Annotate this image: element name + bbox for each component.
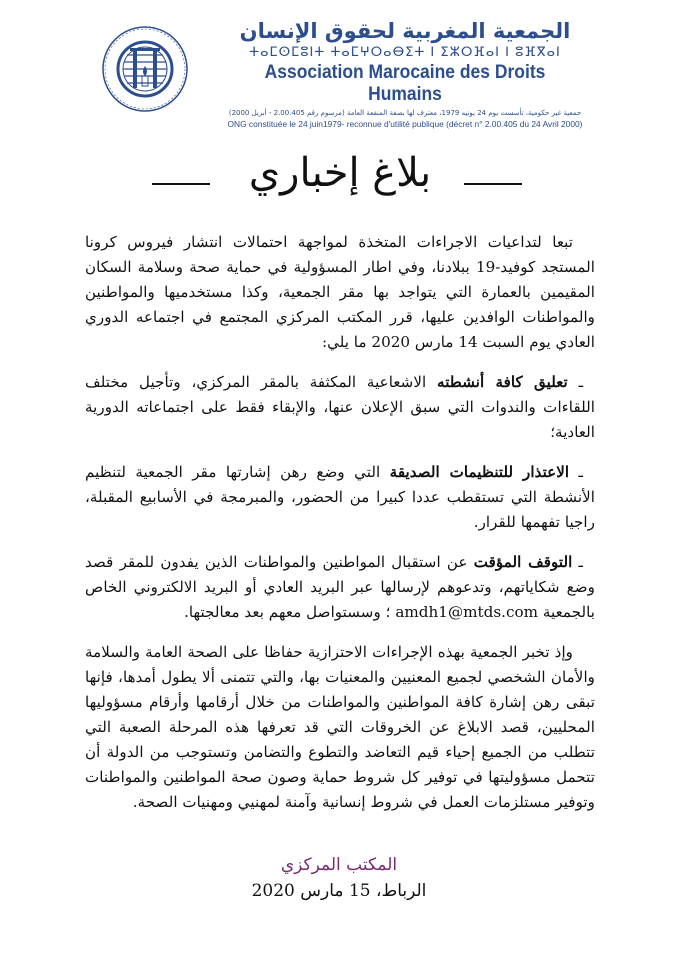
item-dash: ـ [578, 553, 583, 571]
letterhead-text [215, 18, 595, 130]
item-dash: ـ [578, 373, 584, 391]
item-text: عن استقبال المواطنين والمواطنات الذين يفدون للمقر قصد وضع شكاياتهم، وتدعوهم لإرسالها عبر البريد العادي أو البريد الالكتروني الخاص بالجمعية [85, 553, 595, 621]
signature-block [0, 852, 678, 904]
title-row [0, 145, 678, 205]
place-and-date: الرباط، 15 مارس 2020 [251, 881, 427, 901]
title-divider-right [464, 183, 522, 185]
item-text-end: ؛ وسستواصل معهم بعد معالجتها. [184, 603, 396, 621]
decision-item [85, 370, 595, 445]
item-text: التي وضع رهن إشارتها مقر الجمعية لتنظيم الأنشطة التي تستقطب عددا كبيرا من الحضور، والمبرمجة في الأسابيع المقبلة، راجيا تفهمها للقرار. [85, 463, 595, 531]
item-heading: التوقف المؤقت [473, 553, 573, 571]
legal-status-french: ONG constituée le 24 juin1979- reconnue d'utilité publique (décret n° 2.00.405 du 24 Avril 2000) [227, 119, 583, 129]
item-dash: ـ [578, 463, 583, 481]
item-heading: تعليق كافة أنشطته [437, 373, 568, 391]
closing-paragraph: وإذ تخبر الجمعية بهذه الإجراءات الاحترازية حفاظا على الصحة العامة والسلامة والأمان الشخصي لجميع المعنيين والمعنيات بها، والتي تتمنى ألا يطول أمدها، فإنها تبقى رهن إشارة كافة المواطنين والمواطنات من خلال أرقامها وأرقام مسؤوليها المحليين، قصد الابلاغ عن الخروقات التي قد تعرفها هذه المرحلة الصعبة التي تتطلب من الجميع إحياء قيم التعاضد والتطوع والتضامن وتستوجب من الدولة أن تتحمل مسؤوليتها في توفير كل شروط حماية وصون صحة المواطنين والمواطنات وتوفير مستلزمات العمل في شروط إنسانية وآمنة لمهنيي ومهنيات الصحة. [85, 643, 595, 811]
association-name-tifinagh: ⵜⴰⵎⵙⵎⵓⵏⵜ ⵜⴰⵎⵖⵔⴰⴱⵉⵜ ⵏ ⵉⵣⵔⴼⴰⵏ ⵏ ⵓⴼⴳⴰⵏ [249, 45, 561, 60]
decision-item [85, 460, 595, 535]
document-body [85, 230, 595, 830]
signatory: المكتب المركزي [280, 855, 398, 875]
legal-status-arabic: جمعية غير حكومية، تأسست يوم 24 يونيه 1979، معترف لها بصفة المنفعة العامة (مرسوم رقم 2.00.405 - أبريل 2000) [228, 109, 582, 117]
contact-email-link[interactable]: amdh1@mtds.com [395, 603, 539, 621]
item-text: الاشعاعية المكثفة بالمقر المركزي، وتأجيل مختلف اللقاءات والندوات التي سبق الإعلان عنها، والإبقاء فقط على اجتماعاته الدورية العادية؛ [85, 373, 595, 441]
document-title: بلاغ إخباري [248, 150, 432, 196]
association-name-french: Association Marocaine des Droits Humains [264, 62, 546, 105]
item-heading: الاعتذار للتنظيمات الصديقة [389, 463, 570, 481]
letterhead [0, 14, 678, 129]
association-name-arabic: الجمعية المغربية لحقوق الإنسان [239, 19, 571, 43]
intro-paragraph: تبعا لتداعيات الاجراءات المتخذة لمواجهة احتمالات انتشار فيروس كرونا المستجد كوفيد-19 ببلادنا، وفي اطار المسؤولية في حماية صحة وسلامة السكان المقيمين بالعمارة التي يتواجد بها مقر الجمعية، وكذا مستخدميها والمواطنين والمواطنات الوافدين عليها، قرر المكتب المركزي المجتمع في اجتماعه الدوري العادي يوم السبت 14 مارس 2020 ما يلي: [85, 233, 595, 351]
decision-item [85, 550, 595, 625]
association-seal-logo [100, 24, 190, 114]
